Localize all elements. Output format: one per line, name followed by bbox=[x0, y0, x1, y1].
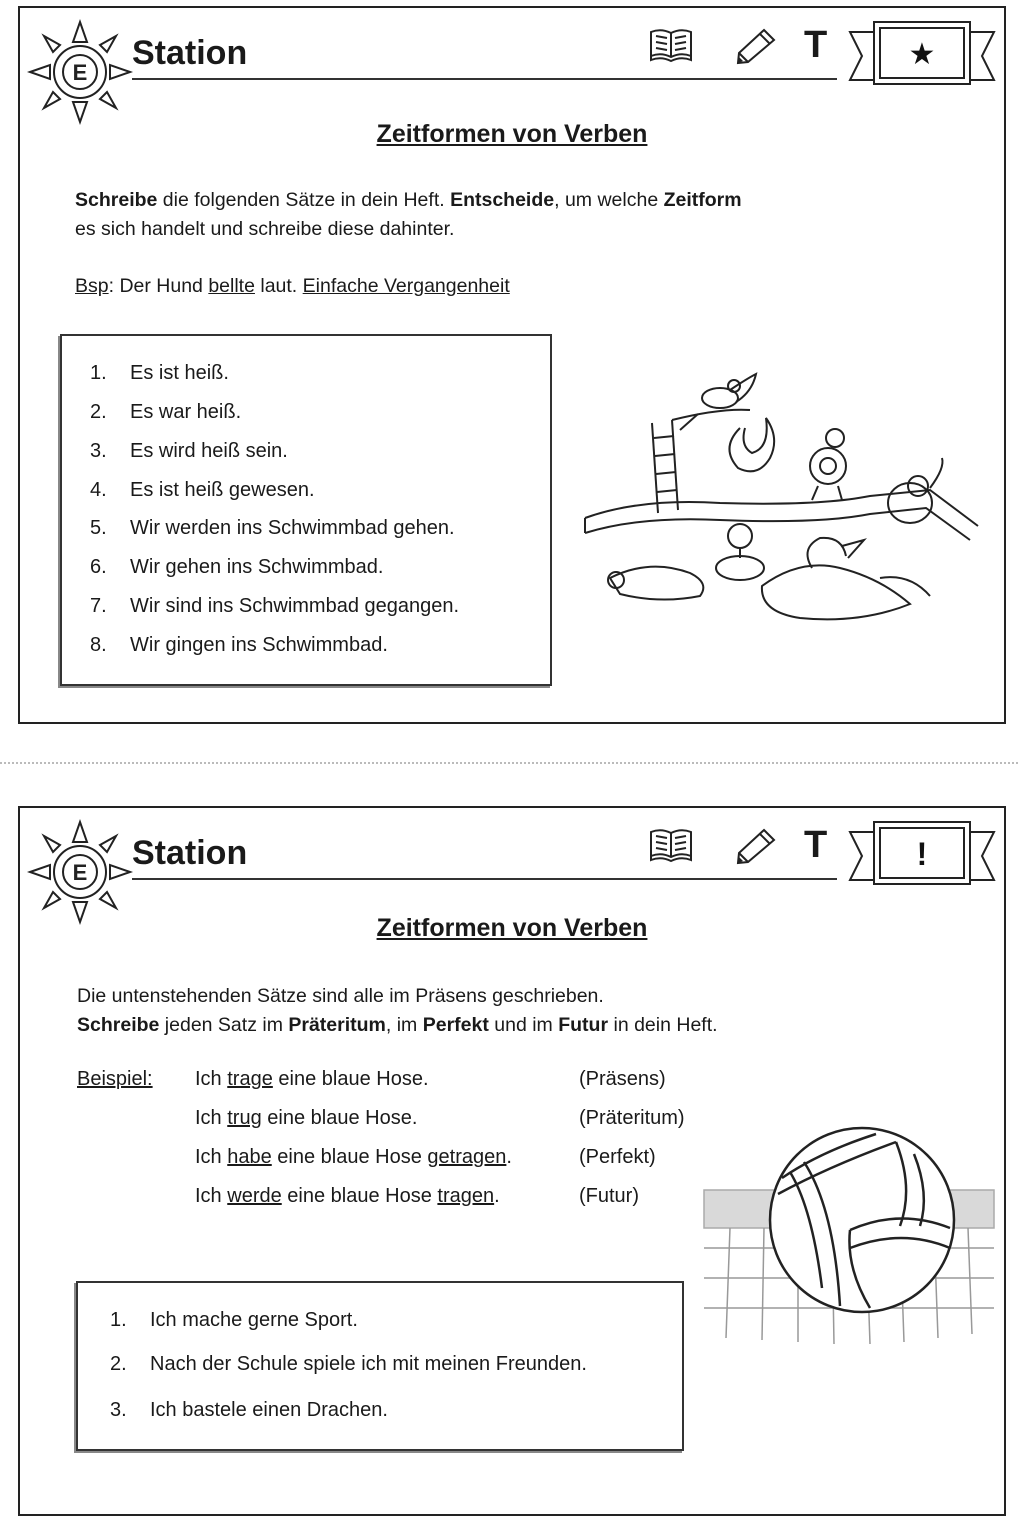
swimming-pool-birds-illustration bbox=[580, 368, 990, 648]
example-sentence: Ich trage eine blaue Hose. bbox=[195, 1068, 429, 1090]
list-item: 3. Es wird heiß sein. bbox=[90, 440, 288, 462]
list-item: 2. Nach der Schule spiele ich mit meinen Freunden. bbox=[110, 1353, 587, 1375]
sentence-list-box bbox=[60, 334, 552, 686]
list-item: 4. Es ist heiß gewesen. bbox=[90, 479, 315, 501]
example-tense: (Perfekt) bbox=[579, 1146, 656, 1168]
instruction-text: Die untenstehenden Sätze sind alle im Präsens geschrieben. Schreibe jeden Satz im Präteritum, im Perfekt und im Futur in dein Heft. bbox=[77, 985, 718, 1036]
example-tense: (Präteritum) bbox=[579, 1107, 685, 1129]
list-item: 5. Wir werden ins Schwimmbad gehen. bbox=[90, 517, 455, 539]
list-item: 7. Wir sind ins Schwimmbad gegangen. bbox=[90, 595, 460, 617]
example-sentence: Ich werde eine blaue Hose tragen. bbox=[195, 1185, 500, 1207]
list-item: 3. Ich bastele einen Drachen. bbox=[110, 1399, 388, 1421]
list-item: 1. Ich mache gerne Sport. bbox=[110, 1309, 358, 1331]
sun-letter: E bbox=[72, 860, 88, 885]
pencil-icon bbox=[734, 826, 778, 866]
text-t-icon: T bbox=[804, 24, 828, 66]
list-item: 1. Es ist heiß. bbox=[90, 362, 229, 384]
difficulty-banner bbox=[848, 18, 996, 88]
list-item: 2. Es war heiß. bbox=[90, 401, 242, 423]
station-card-1 bbox=[18, 6, 1006, 724]
example-sentence: Ich trug eine blaue Hose. bbox=[195, 1107, 418, 1129]
list-item: 8. Wir gingen ins Schwimmbad. bbox=[90, 634, 388, 656]
difficulty-banner bbox=[848, 818, 996, 888]
example-sentence: Ich habe eine blaue Hose getragen. bbox=[195, 1146, 512, 1168]
example-tense: (Futur) bbox=[579, 1185, 639, 1207]
station-title: Station bbox=[132, 834, 248, 872]
header-divider bbox=[132, 878, 837, 880]
instruction-text: Schreibe die folgenden Sätze in dein Heft. Entscheide, um welche Zeitform es sich handelt und schreibe diese dahinter. bbox=[75, 189, 742, 240]
exclamation-icon: ! bbox=[916, 836, 928, 872]
sun-badge-icon bbox=[26, 818, 134, 926]
volleyball-net-illustration bbox=[700, 1108, 1000, 1358]
book-icon bbox=[648, 826, 694, 864]
example-label: Beispiel: bbox=[77, 1068, 153, 1090]
text-t-icon: T bbox=[804, 824, 828, 866]
sentence-list-box-2 bbox=[76, 1281, 684, 1451]
book-icon bbox=[648, 26, 694, 64]
example-line: Bsp: Der Hund bellte laut. Einfache Vergangenheit bbox=[75, 275, 510, 297]
card-title: Zeitformen von Verben bbox=[376, 120, 648, 148]
sun-letter: E bbox=[72, 60, 88, 85]
example-tense: (Präsens) bbox=[579, 1068, 666, 1090]
list-item: 6. Wir gehen ins Schwimmbad. bbox=[90, 556, 384, 578]
pencil-icon bbox=[734, 26, 778, 66]
sun-badge-icon bbox=[26, 18, 134, 126]
header-divider bbox=[132, 78, 837, 80]
star-icon: ★ bbox=[908, 37, 936, 72]
card-title: Zeitformen von Verben bbox=[376, 914, 648, 942]
station-title: Station bbox=[132, 34, 248, 72]
card-separator bbox=[0, 762, 1018, 764]
